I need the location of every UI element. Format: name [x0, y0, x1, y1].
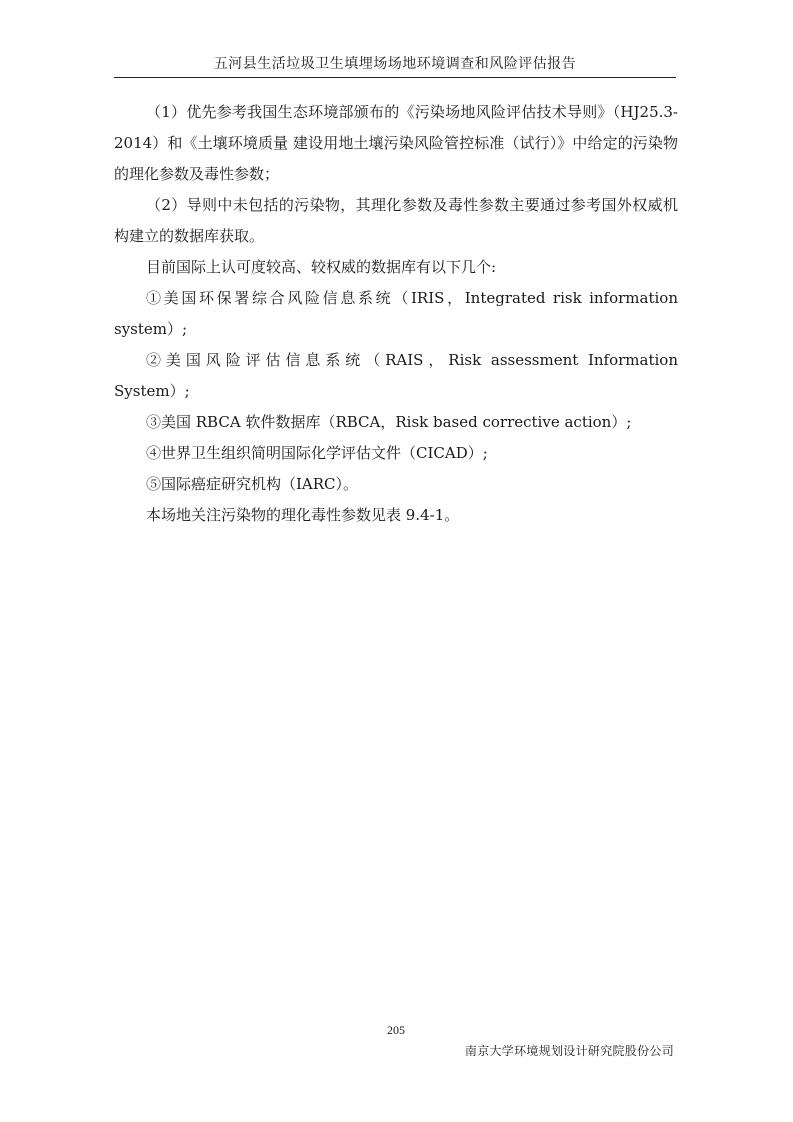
paragraph-priority-reference: （1）优先参考我国生态环境部颁布的《污染场地风险评估技术导则》（HJ25.3-2014）和《土壤环境质量 建设用地土壤污染风险管控标准（试行）》中给定的污染物的理化参数及毒性参数；: [114, 103, 678, 183]
running-header: 五河县生活垃圾卫生填埋场场地环境调查和风险评估报告: [213, 56, 577, 72]
paragraph-database-intro: 目前国际上认可度较高、较权威的数据库有以下几个:: [146, 258, 497, 276]
header-divider: [114, 77, 676, 78]
document-body: [114, 97, 678, 531]
paragraph-table-reference: 本场地关注污染物的理化毒性参数见表 9.4-1。: [146, 506, 460, 524]
list-item-rbca: ③美国 RBCA 软件数据库（RBCA，Risk based corrective action）;: [146, 413, 632, 431]
page-number: 205: [387, 1023, 405, 1037]
paragraph-foreign-database: （2）导则中未包括的污染物，其理化参数及毒性参数主要通过参考国外权威机构建立的数据库获取。: [114, 196, 678, 245]
list-item-cicad: ④世界卫生组织简明国际化学评估文件（CICAD）;: [146, 444, 488, 462]
list-item-iris: ①美国环保署综合风险信息系统（IRIS，Integrated risk information system）;: [114, 289, 678, 338]
list-item-iarc: ⑤国际癌症研究机构（IARC）。: [146, 475, 359, 493]
list-item-rais: ②美国风险评估信息系统（RAIS，Risk assessment Information System）;: [114, 351, 678, 400]
footer-organization: 南京大学环境规划设计研究院股份公司: [464, 1044, 674, 1058]
